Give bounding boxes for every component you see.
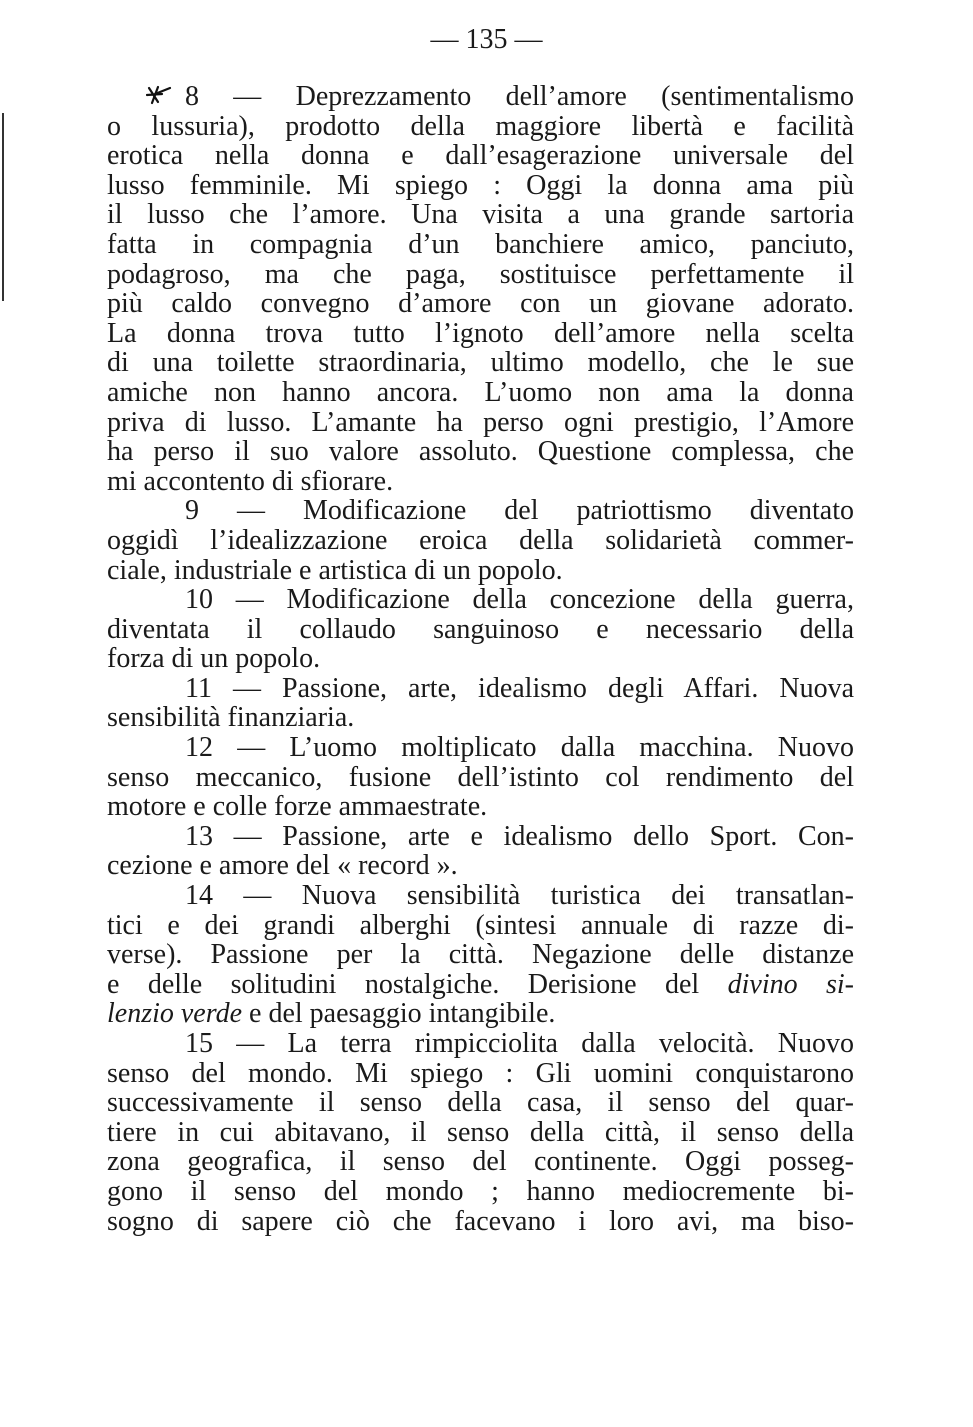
text-line — [107, 408, 854, 438]
page-number: — 135 — — [430, 24, 543, 55]
text-line — [107, 1207, 854, 1237]
italic-text: divino si- — [727, 968, 854, 1000]
text-segment: e del paesaggio intangibile. — [242, 998, 556, 1030]
text-segment: 11 — Passione, arte, idealismo degli Affari. Nuova — [185, 672, 854, 704]
text-segment: senso meccanico, fusione dell’istinto col rendimento del — [107, 761, 854, 793]
text-segment: tiere in cui abitavano, il senso della città, il senso della — [107, 1116, 854, 1148]
text-line — [107, 822, 854, 852]
text-segment: 15 — La terra rimpicciolita dalla velocità. Nuovo — [185, 1028, 854, 1059]
text-line — [107, 851, 854, 881]
page-header — [0, 22, 973, 58]
text-segment: fatta in compagnia d’un banchiere amico, panciuto, — [107, 228, 854, 260]
text-segment: tici e dei grandi alberghi (sintesi annuale di razze di- — [107, 909, 854, 941]
text-segment: sogno di sapere ciò che facevano i loro avi, ma biso- — [107, 1205, 854, 1237]
text-segment: gono il senso del mondo ; hanno mediocremente bi- — [107, 1175, 854, 1207]
text-line — [107, 467, 854, 497]
text-segment: lusso femminile. Mi spiego : Oggi la donna ama più — [107, 169, 854, 201]
text-segment: 9 — Modificazione del patriottismo diventato — [185, 495, 854, 527]
text-line — [107, 1059, 854, 1089]
text-segment: amiche non hanno ancora. L’uomo non ama la donna — [107, 376, 854, 408]
text-segment: ha perso il suo valore assoluto. Questione complessa, che — [107, 436, 854, 468]
text-line — [107, 556, 854, 586]
text-line — [107, 1177, 854, 1207]
text-line — [107, 319, 854, 349]
text-segment: il lusso che l’amore. Una visita a una grande sartoria — [107, 199, 854, 231]
text-line — [107, 200, 854, 230]
text-segment: senso del mondo. Mi spiego : Gli uomini conquistarono — [107, 1057, 854, 1089]
text-segment: 8 — Deprezzamento dell’amore (sentimentalismo — [185, 81, 854, 112]
text-segment: motore e colle forze ammaestrate. — [107, 791, 488, 823]
text-line — [107, 171, 854, 201]
text-line — [107, 970, 854, 1000]
text-segment: successivamente il senso della casa, il senso del quar- — [107, 1087, 854, 1119]
text-segment: priva di lusso. L’amante ha perso ogni prestigio, l’Amore — [107, 406, 854, 438]
text-segment: La donna trova tutto l’ignoto dell’amore nella scelta — [107, 317, 854, 349]
text-segment: verse). Passione per la città. Negazione delle distanze — [107, 939, 854, 971]
text-line — [107, 763, 854, 793]
text-line — [107, 881, 854, 911]
text-line — [107, 585, 854, 615]
text-line — [107, 82, 854, 112]
text-segment: oggidì l’idealizzazione eroica della solidarietà commer- — [107, 524, 854, 556]
text-segment: più caldo convegno d’amore con un giovane adorato. — [107, 288, 854, 320]
text-segment: 14 — Nuova sensibilità turistica dei transatlan- — [185, 880, 854, 912]
text-line — [107, 289, 854, 319]
text-line — [107, 733, 854, 763]
text-line — [107, 1118, 854, 1148]
text-segment: di una toilette straordinaria, ultimo modello, che le sue — [107, 347, 854, 379]
text-segment: 13 — Passione, arte e idealismo dello Sport. Con- — [185, 820, 854, 852]
text-line — [107, 348, 854, 378]
text-line — [107, 644, 854, 674]
italic-text: lenzio verde — [107, 998, 243, 1030]
text-line — [107, 940, 854, 970]
text-line — [107, 1088, 854, 1118]
text-line — [107, 674, 854, 704]
text-segment: 10 — Modificazione della concezione della guerra, — [185, 584, 854, 616]
text-line — [107, 792, 854, 822]
text-segment: forza di un popolo. — [107, 643, 321, 675]
text-line — [107, 703, 854, 733]
text-segment: mi accontento di sfiorare. — [107, 465, 394, 497]
scan-margin-line — [2, 113, 4, 301]
text-segment: ciale, industriale e artistica di un popolo. — [107, 554, 563, 586]
text-line — [107, 112, 854, 142]
text-segment: zona geografica, il senso del continente. Oggi posseg- — [107, 1146, 854, 1178]
text-line — [107, 141, 854, 171]
text-line — [107, 260, 854, 290]
text-line — [107, 378, 854, 408]
text-segment: o lussuria), prodotto della maggiore libertà e facilità — [107, 110, 854, 142]
text-segment: cezione e amore del « record ». — [107, 850, 458, 882]
text-line — [107, 615, 854, 645]
text-segment: podagroso, ma che paga, sostituisce perfettamente il — [107, 258, 854, 290]
text-line — [107, 911, 854, 941]
text-segment: e delle solitudini nostalgiche. Derisione del — [107, 968, 728, 1000]
text-line — [107, 496, 854, 526]
text-line — [107, 437, 854, 467]
text-segment: erotica nella donna e dall’esagerazione universale del — [107, 140, 854, 172]
text-line — [107, 230, 854, 260]
body-text — [107, 82, 854, 1236]
text-line — [107, 1147, 854, 1177]
text-segment: diventata il collaudo sanguinoso e necessario della — [107, 613, 854, 645]
text-line — [107, 1029, 854, 1059]
text-line — [107, 999, 854, 1029]
text-segment: sensibilità finanziaria. — [107, 702, 355, 734]
text-line — [107, 526, 854, 556]
text-segment: 12 — L’uomo moltiplicato dalla macchina. Nuovo — [185, 732, 854, 764]
